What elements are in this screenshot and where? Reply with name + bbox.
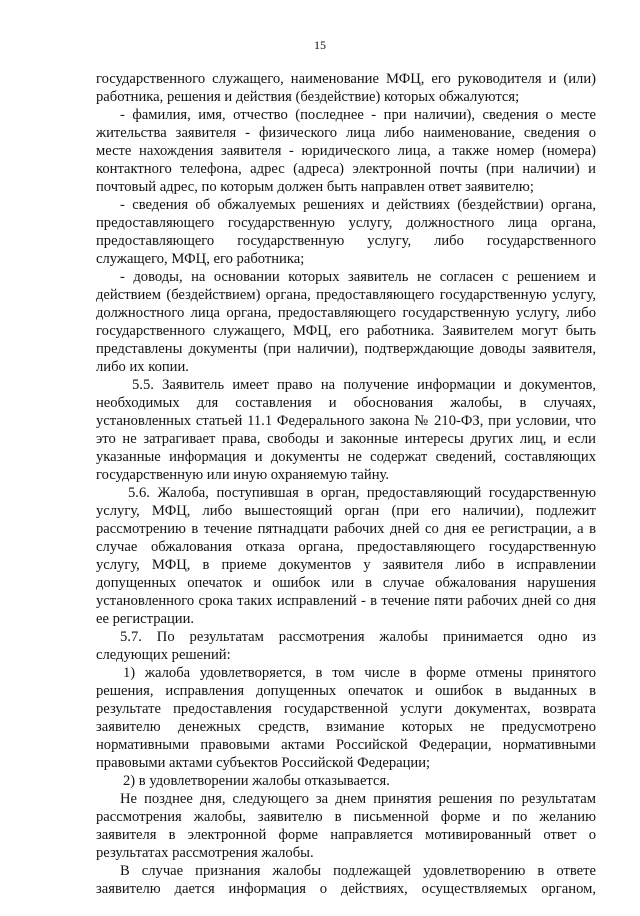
text-line: 5.7. По результатам рассмотрения жалобы принимается одно из — [120, 629, 596, 645]
text-line: либо их копии. — [96, 359, 189, 375]
text-line: рассмотрения жалобы, заявителю в письменной форме и по желанию — [96, 809, 596, 825]
text-line: нормативными правовыми актами Российской Федерации, нормативными — [96, 737, 596, 753]
text-line: - доводы, на основании которых заявитель не согласен с решением и — [120, 269, 596, 285]
text-line: результатах рассмотрения жалобы. — [96, 845, 314, 861]
text-line: должностного лица органа, предоставляющего государственную услугу, либо — [96, 305, 596, 321]
text-line: правовыми актами субъектов Российской Федерации; — [96, 755, 431, 771]
text-line: это не затрагивает права, свободы и законные интересы других лиц, и если — [96, 431, 596, 447]
text-line: допущенных опечаток и ошибок или в случае обжалования нарушения — [96, 575, 596, 591]
text-line: - фамилия, имя, отчество (последнее - при наличии), сведения о месте — [120, 107, 596, 123]
text-line: действием (бездействием) органа, предоставляющего государственную услугу, — [96, 287, 596, 303]
text-line: государственного служащего, наименование МФЦ, его руководителя и (или) — [96, 71, 596, 87]
text-line: рассмотрению в течение пятнадцати рабочих дней со дня ее регистрации, а в — [96, 521, 596, 537]
text-line: предоставляющего государственную услугу, либо государственного — [96, 233, 596, 249]
list-item-2: 2) в удовлетворении жалобы отказывается. — [123, 773, 390, 789]
text-line: представлены документы (при наличии), подтверждающие доводы заявителя, — [96, 341, 596, 357]
text-line: установленных статьей 11.1 Федерального закона № 210-ФЗ, при условии, что — [96, 413, 596, 429]
text-line: результате предоставления государственной услуги документах, возврата — [96, 701, 596, 717]
text-line: установленного срока таких исправлений - в течение пяти рабочих дней со дня — [96, 593, 596, 609]
text-line: следующих решений: — [96, 647, 231, 663]
text-line: ее регистрации. — [96, 611, 195, 627]
text-line: решения, исправления допущенных опечаток и ошибок в выданных в — [96, 683, 596, 699]
text-line: предоставляющего государственную услугу, должностного лица органа, — [96, 215, 596, 231]
text-line: 5.5. Заявитель имеет право на получение информации и документов, — [132, 377, 596, 393]
text-line: - сведения об обжалуемых решениях и действиях (бездействии) органа, — [120, 197, 596, 213]
text-line: служащего, МФЦ, его работника; — [96, 251, 305, 267]
list-item-1: 1) жалоба удовлетворяется, в том числе в форме отмены принятого — [123, 665, 596, 681]
text-line: месте нахождения заявителя - юридического лица, а также номер (номера) — [96, 143, 596, 159]
text-line: заявителя в электронной форме направляется мотивированный ответ о — [96, 827, 596, 843]
text-line: услугу, МФЦ, в приеме документов у заявителя либо в исправлении — [96, 557, 596, 573]
text-line: контактного телефона, адрес (адреса) электронной почты (при наличии) и — [96, 161, 596, 177]
page-number: 15 — [314, 38, 326, 52]
text-line: услугу, МФЦ, либо вышестоящий орган (при его наличии), подлежит — [96, 503, 596, 519]
text-line: государственную или иную охраняемую тайну. — [96, 467, 389, 483]
text-line: указанные информация и документы не содержат сведений, составляющих — [96, 449, 596, 465]
text-line: случае обжалования отказа органа, предоставляющего государственную — [96, 539, 596, 555]
text-line: Не позднее дня, следующего за днем принятия решения по результатам — [120, 791, 596, 807]
text-line: заявителю денежных средств, взимание которых не предусмотрено — [96, 719, 596, 735]
text-line: необходимых для составления и обоснования жалобы, в случаях, — [96, 395, 596, 411]
text-line: государственного служащего, МФЦ, его работника. Заявителем могут быть — [96, 323, 596, 339]
text-line: работника, решения и действия (бездействие) которых обжалуются; — [96, 89, 520, 105]
text-line: жительства заявителя - физического лица либо наименование, сведения о — [96, 125, 596, 141]
text-line: 5.6. Жалоба, поступившая в орган, предоставляющий государственную — [128, 485, 596, 501]
text-line: почтовый адрес, по которым должен быть направлен ответ заявителю; — [96, 179, 534, 195]
text-line: В случае признания жалобы подлежащей удовлетворению в ответе — [120, 863, 596, 879]
text-line: заявителю дается информация о действиях, осуществляемых органом, — [96, 881, 596, 897]
